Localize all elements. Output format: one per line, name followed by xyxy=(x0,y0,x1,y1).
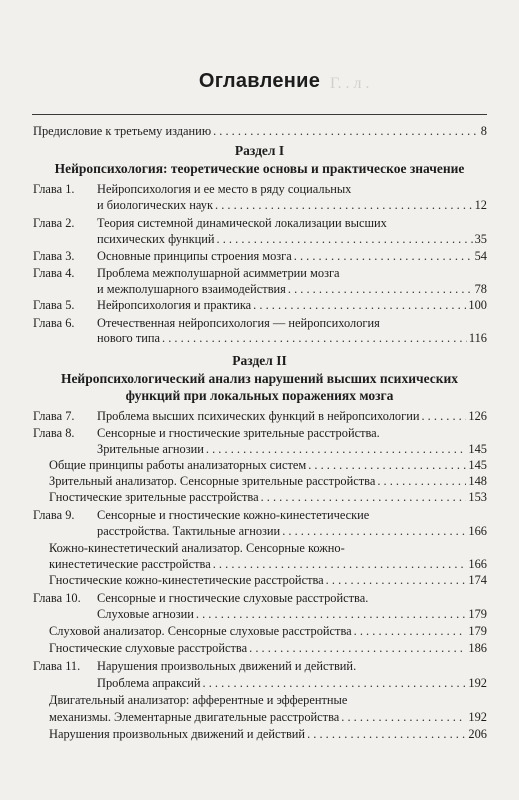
page-number: 54 xyxy=(474,249,487,263)
leader-dots xyxy=(203,676,467,691)
entry-text: Общие принципы работы анализаторных систем xyxy=(49,458,307,472)
chapter-number: Глава 9. xyxy=(33,508,75,522)
page-number: 145 xyxy=(468,458,487,472)
toc-entry-chapter-2[interactable] xyxy=(97,232,487,247)
leader-dots xyxy=(253,298,466,313)
leader-dots xyxy=(282,524,466,539)
page-number: 145 xyxy=(468,442,487,456)
entry-text: Зрительный анализатор. Сенсорные зрительные расстройства xyxy=(49,474,376,488)
toc-subentry[interactable] xyxy=(49,710,487,725)
leader-dots xyxy=(307,727,466,742)
toc-subentry[interactable] xyxy=(49,474,487,489)
entry-text: Нейропсихология и практика xyxy=(97,298,252,312)
chapter-number: Глава 11. xyxy=(33,659,81,673)
chapter-title[interactable]: Сенсорные и гностические кожно-кинестетические xyxy=(97,508,370,522)
entry-text: психических функций xyxy=(97,232,215,246)
entry-text: Нарушения произвольных движений и действий xyxy=(49,727,306,741)
toc-entry-preface[interactable] xyxy=(33,124,487,139)
entry-text: механизмы. Элементарные двигательные расстройства xyxy=(49,710,340,724)
page-number: 148 xyxy=(468,474,487,488)
toc-subentry[interactable] xyxy=(49,624,487,639)
page-number: 179 xyxy=(468,607,487,621)
chapter-title[interactable]: Сенсорные и гностические зрительные расстройства. xyxy=(97,426,380,440)
page-number: 166 xyxy=(468,524,487,538)
chapter-number: Глава 4. xyxy=(33,266,75,280)
entry-text: Гностические кожно-кинестетические расстройства xyxy=(49,573,324,587)
toc-entry-chapter-9[interactable] xyxy=(97,524,487,539)
bleed-through-text: Г. . л . xyxy=(330,75,370,92)
entry-text: Гностические слуховые расстройства xyxy=(49,641,248,655)
page-number: 35 xyxy=(474,232,487,246)
toc-entry-chapter-5[interactable] xyxy=(97,298,487,313)
page-number: 166 xyxy=(468,557,487,571)
chapter-number: Глава 6. xyxy=(33,316,75,330)
entry-text: Зрительные агнозии xyxy=(97,442,204,456)
chapter-number: Глава 3. xyxy=(33,249,75,263)
toc-entry-chapter-11[interactable] xyxy=(97,676,487,691)
leader-dots xyxy=(196,607,467,622)
leader-dots xyxy=(217,232,473,247)
chapter-title[interactable]: Нарушения произвольных движений и действий. xyxy=(97,659,357,673)
toc-entry-chapter-6[interactable] xyxy=(97,331,487,346)
leader-dots xyxy=(377,474,466,489)
leader-dots xyxy=(341,710,466,725)
page-number: 100 xyxy=(468,298,487,312)
page-number: 206 xyxy=(468,727,487,741)
entry-text: Слуховой анализатор. Сенсорные слуховые расстройства xyxy=(49,624,352,638)
subentry-title[interactable]: Двигательный анализатор: афферентные и эфферентные xyxy=(49,693,348,707)
page-number: 179 xyxy=(468,624,487,638)
leader-dots xyxy=(206,442,467,457)
entry-text: Основные принципы строения мозга xyxy=(97,249,292,263)
toc-entry-chapter-3[interactable] xyxy=(97,249,487,264)
entry-text: Предисловие к третьему изданию xyxy=(33,124,212,138)
page-number: 186 xyxy=(468,641,487,655)
page-number: 174 xyxy=(468,573,487,587)
page-title: Оглавление xyxy=(198,70,321,92)
entry-text: и межполушарного взаимодействия xyxy=(97,282,286,296)
title-rule xyxy=(32,114,487,115)
chapter-number: Глава 1. xyxy=(33,182,75,196)
section-2-title-line-2: функций при локальных поражениях мозга xyxy=(125,388,394,403)
page-number: 192 xyxy=(468,676,487,690)
chapter-number: Глава 10. xyxy=(33,591,81,605)
section-2-label: Раздел II xyxy=(232,353,287,368)
entry-text: Проблема апраксий xyxy=(97,676,201,690)
page-number: 192 xyxy=(468,710,487,724)
page-number: 153 xyxy=(468,490,487,504)
entry-text: Гностические зрительные расстройства xyxy=(49,490,259,504)
leader-dots xyxy=(326,573,467,588)
leader-dots xyxy=(162,331,467,346)
page-number: 126 xyxy=(468,409,487,423)
toc-entry-chapter-8[interactable] xyxy=(97,442,487,457)
entry-text: Слуховые агнозии xyxy=(97,607,194,621)
subentry-title[interactable]: Кожно-кинестетический анализатор. Сенсорные кожно- xyxy=(49,541,345,555)
toc-entry-chapter-10[interactable] xyxy=(97,607,487,622)
toc-subentry[interactable] xyxy=(49,458,487,473)
leader-dots xyxy=(288,282,473,297)
toc-entry-chapter-7[interactable] xyxy=(97,409,487,424)
section-1-label: Раздел I xyxy=(234,143,285,158)
section-1-title: Нейропсихология: теоретические основы и практическое значение xyxy=(54,161,465,176)
leader-dots xyxy=(294,249,473,264)
chapter-title[interactable]: Теория системной динамической локализации высших xyxy=(97,216,387,230)
toc-subentry[interactable] xyxy=(49,573,487,588)
section-2-title-line-1: Нейропсихологический анализ нарушений высших психических xyxy=(60,371,459,386)
toc-entry-chapter-1[interactable] xyxy=(97,198,487,213)
leader-dots xyxy=(354,624,467,639)
page-number: 12 xyxy=(474,198,487,212)
leader-dots xyxy=(261,490,467,505)
chapter-title[interactable]: Проблема межполушарной асимметрии мозга xyxy=(97,266,340,280)
entry-text: Проблема высших психических функций в нейропсихологии xyxy=(97,409,420,423)
leader-dots xyxy=(249,641,466,656)
toc-subentry[interactable] xyxy=(49,727,487,742)
chapter-title[interactable]: Сенсорные и гностические слуховые расстройства. xyxy=(97,591,369,605)
entry-text: расстройства. Тактильные агнозии xyxy=(97,524,281,538)
entry-text: нового типа xyxy=(97,331,161,345)
toc-entry-chapter-4[interactable] xyxy=(97,282,487,297)
toc-subentry[interactable] xyxy=(49,641,487,656)
toc-subentry[interactable] xyxy=(49,557,487,572)
leader-dots xyxy=(308,458,466,473)
page-number: 116 xyxy=(468,331,487,345)
chapter-number: Глава 7. xyxy=(33,409,75,423)
leader-dots xyxy=(421,409,466,424)
leader-dots xyxy=(215,198,473,213)
page-number: 8 xyxy=(480,124,487,138)
entry-text: и биологических наук xyxy=(97,198,213,212)
leader-dots xyxy=(213,557,467,572)
chapter-title[interactable]: Нейропсихология и ее место в ряду социальных xyxy=(97,182,352,196)
chapter-title[interactable]: Отечественная нейропсихология — нейропсихология xyxy=(97,316,380,330)
chapter-number: Глава 2. xyxy=(33,216,75,230)
chapter-number: Глава 8. xyxy=(33,426,75,440)
leader-dots xyxy=(213,124,479,139)
toc-subentry[interactable] xyxy=(49,490,487,505)
page-number: 78 xyxy=(474,282,487,296)
chapter-number: Глава 5. xyxy=(33,298,75,312)
entry-text: кинестетические расстройства xyxy=(49,557,211,571)
